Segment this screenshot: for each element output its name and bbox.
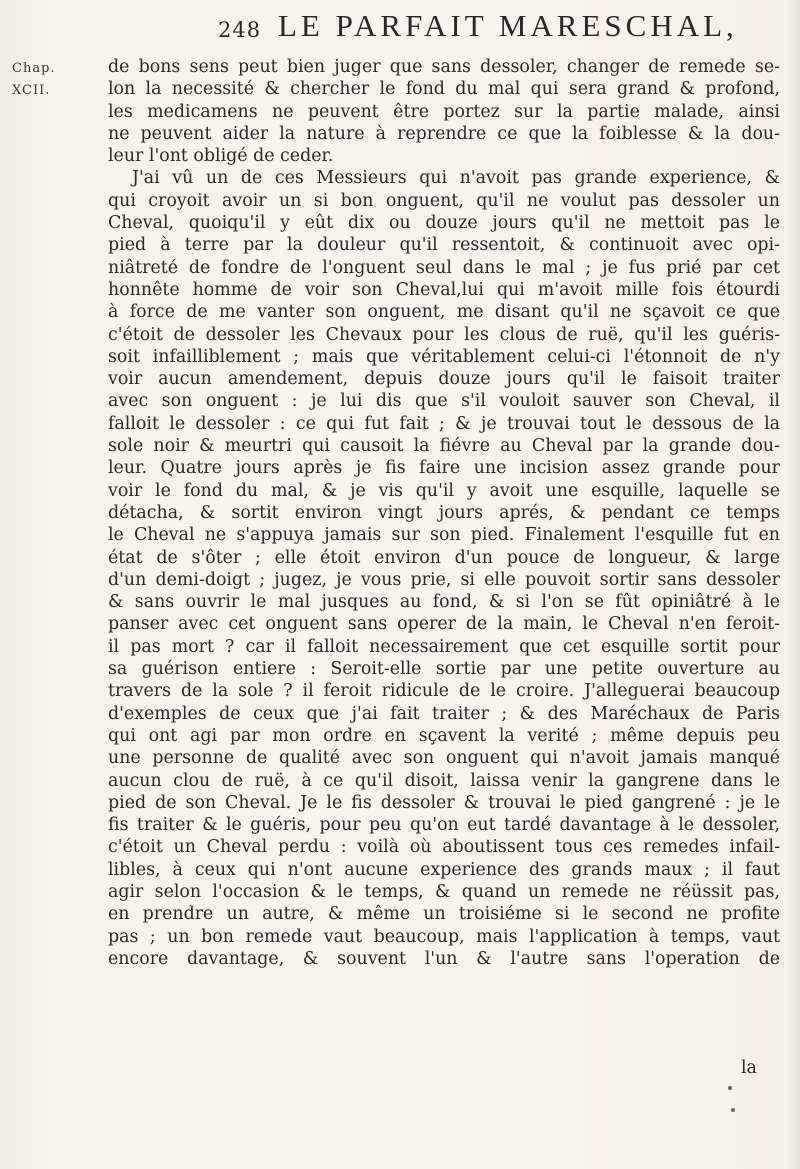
text-line: qui ont agi par mon ordre en sçavent la verité ; même depuis peu	[108, 725, 780, 746]
text-line: pied de son Cheval. Je le fis dessoler & trouvai le pied gangrené : je le	[108, 792, 780, 813]
text-line: agir selon l'occasion & le temps, & quand un remede ne réüssit pas,	[108, 881, 780, 902]
text-line: honnête homme de voir son Cheval,lui qui m'avoit mille fois étourdi	[108, 279, 780, 300]
margin-chapter-number: XCII.	[12, 83, 51, 98]
text-line: J'ai vû un de ces Messieurs qui n'avoit pas grande experience, &	[132, 168, 780, 189]
text-line: voir le fond du mal, & je vis qu'il y avoit une esquille, laquelle se	[108, 480, 780, 501]
text-line: avec son onguent : je lui dis que s'il vouloit sauver son Cheval, il	[108, 391, 780, 412]
text-line: fis traiter & le guéris, pour peu qu'on eut tardé davantage à le dessoler,	[108, 815, 780, 836]
text-line: sa guérison entiere : Seroit-elle sortie par une petite ouverture au	[108, 659, 780, 680]
text-line: à force de me vanter son onguent, me disant qu'il ne sçavoit ce que	[108, 302, 780, 323]
catchword: la	[741, 1058, 757, 1078]
text-line: détacha, & sortit environ vingt jours aprés, & pendant ce temps	[108, 502, 780, 523]
text-line: leur l'ont obligé de ceder.	[108, 146, 334, 167]
page-number: 248	[218, 18, 262, 42]
text-line: d'un demi-doigt ; jugez, je vous prie, si elle pouvoit sortir sans dessoler	[108, 569, 780, 590]
text-line: en prendre un autre, & même un troisiéme si le second ne profite	[108, 904, 780, 925]
text-line: & sans ouvrir le mal jusques au fond, & si l'on se fût opiniâtré à le	[108, 592, 780, 613]
text-line: aucun clou de ruë, à ce qu'il disoit, laissa venir la gangrene dans le	[108, 770, 780, 791]
text-line: voir aucun amendement, depuis douze jours qu'il le faisoit traiter	[108, 369, 780, 390]
page-edge-shadow	[786, 0, 800, 1169]
text-line: ne peuvent aider la nature à reprendre ce que la foiblesse & la dou-	[108, 123, 780, 144]
text-line: il pas mort ? car il falloit necessairement que cet esquille sortit pour	[108, 636, 780, 657]
running-head	[218, 8, 778, 48]
text-line: d'exemples de ceux que j'ai fait traiter ; & des Maréchaux de Paris	[108, 703, 780, 724]
text-line: niâtreté de fondre de l'onguent seul dans le mal ; je fus prié par cet	[108, 257, 780, 278]
running-title: LE PARFAIT MARESCHAL,	[278, 8, 738, 43]
text-line: une personne de qualité avec son onguent qui n'avoit jamais manqué	[108, 748, 780, 769]
text-line: lon la necessité & chercher le fond du mal qui sera grand & profond,	[108, 79, 780, 100]
text-line: état de s'ôter ; elle étoit environ d'un pouce de longueur, & large	[108, 547, 780, 568]
text-line: qui croyoit avoir un si bon onguent, qu'il ne voulut pas dessoler un	[108, 190, 780, 211]
text-line: pas ; un bon remede vaut beaucoup, mais l'application à temps, vaut	[108, 926, 780, 947]
text-line: pied à terre par la douleur qu'il ressentoit, & continuoit avec opi-	[108, 235, 780, 256]
text-line: sole noir & meurtri qui causoit la fiévre au Cheval par la grande dou-	[108, 436, 780, 457]
text-line: libles, à ceux qui n'ont aucune experience des grands maux ; il faut	[108, 859, 780, 880]
text-line: c'étoit un Cheval perdu : voilà où aboutissent tous ces remedes infail-	[108, 837, 780, 858]
text-line: panser avec cet onguent sans operer de la main, le Cheval n'en feroit-	[108, 614, 780, 635]
text-line: travers de la sole ? il feroit ridicule de le croire. J'alleguerai beaucoup	[108, 681, 780, 702]
text-line: falloit le dessoler : ce qui fut fait ; & je trouvai tout le dessous de la	[108, 413, 780, 434]
text-line: encore davantage, & souvent l'un & l'autre sans l'operation de	[108, 948, 780, 969]
margin-chapter-label: Chap.	[12, 61, 56, 76]
ink-speck	[731, 1108, 735, 1112]
text-line: Cheval, quoiqu'il y eût dix ou douze jours qu'il ne mettoit pas le	[108, 213, 780, 234]
body-text	[108, 56, 780, 970]
text-line: le Cheval ne s'appuya jamais sur son pied. Finalement l'esquille fut en	[108, 525, 780, 546]
text-line: de bons sens peut bien juger que sans dessoler, changer de remede se-	[108, 57, 780, 77]
text-line: c'étoit de dessoler les Chevaux pour les clous de ruë, qu'il les guéris-	[108, 324, 780, 345]
text-line: les medicamens ne peuvent être portez sur la partie malade, ainsi	[108, 101, 780, 122]
chapter-margin-note	[12, 58, 62, 102]
ink-speck	[728, 1086, 732, 1090]
text-line: leur. Quatre jours après je fis faire une incision assez grande pour	[108, 458, 780, 479]
text-line: soit infailliblement ; mais que véritablement celui-ci l'étonnoit de n'y	[108, 346, 780, 367]
